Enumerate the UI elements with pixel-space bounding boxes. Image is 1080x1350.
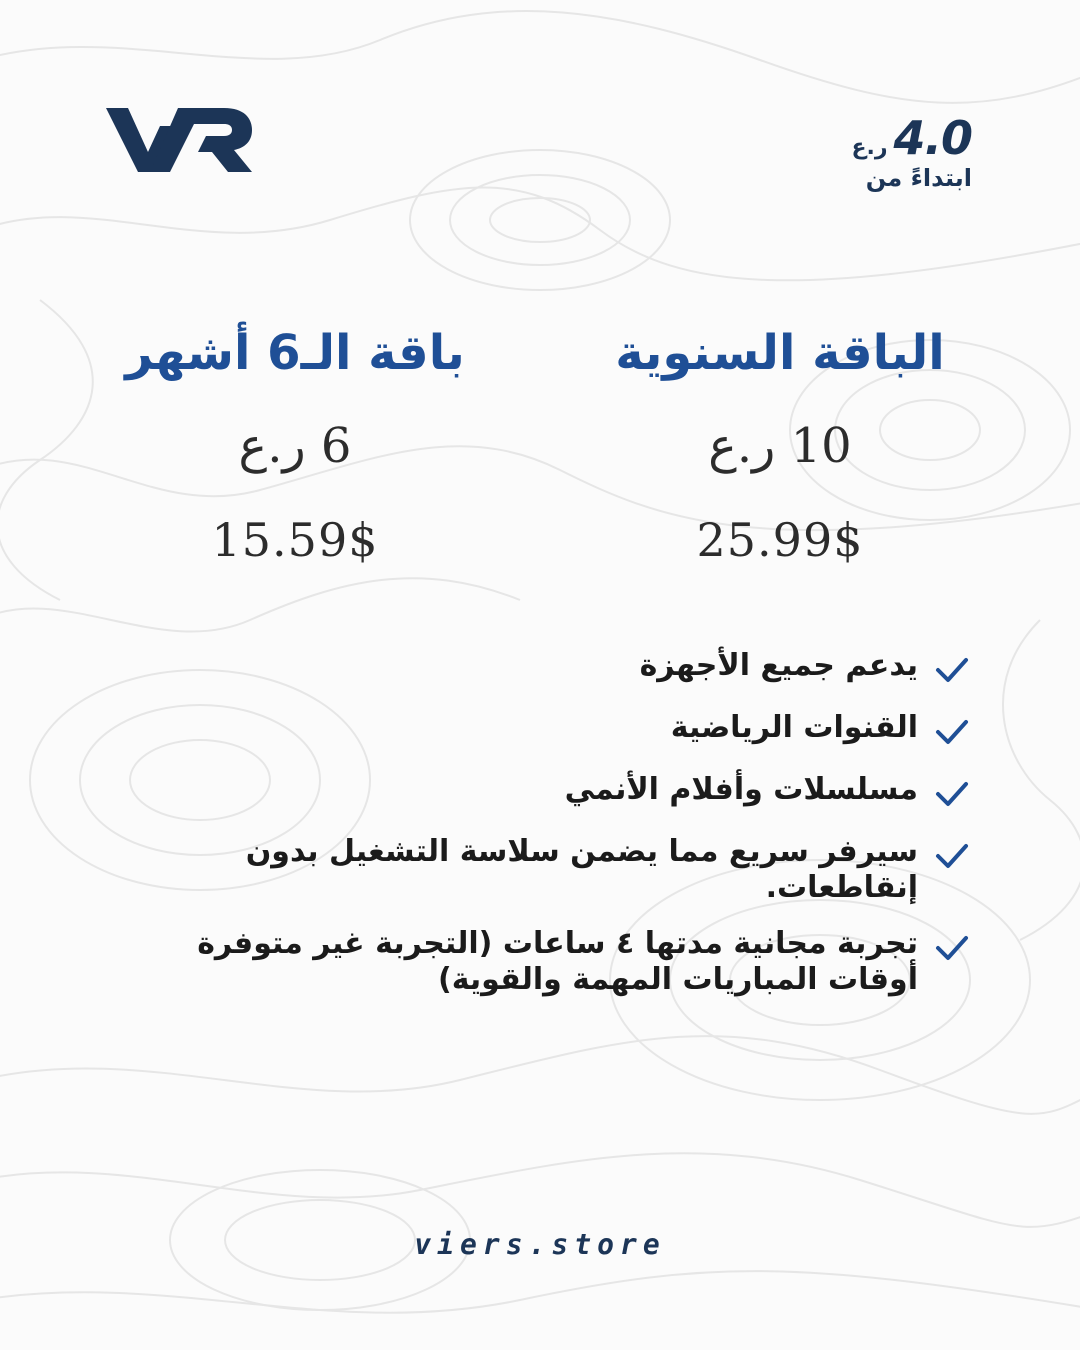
plan-price-omr: 10 ر.ع	[708, 418, 852, 474]
starting-price-block	[772, 112, 972, 192]
feature-item	[112, 710, 972, 752]
check-icon	[932, 650, 972, 690]
plan-title: باقة الـ6 أشهر	[125, 325, 465, 381]
check-icon	[932, 774, 972, 814]
feature-item	[112, 648, 972, 690]
check-icon	[932, 928, 972, 968]
features-list	[112, 648, 972, 1018]
plan-price-usd: 25.99$	[696, 513, 864, 567]
feature-text: يدعم جميع الأجهزة	[639, 648, 918, 683]
starting-price-label: ابتداءً من	[865, 164, 972, 192]
website-link[interactable]: viers.store	[414, 1228, 666, 1261]
feature-text: سيرفر سريع مما يضمن سلاسة التشغيل بدون إنقاطعات.	[245, 834, 918, 905]
starting-price-row	[772, 112, 972, 164]
starting-price-value: 4.0	[893, 111, 972, 165]
plan-six-months	[110, 318, 480, 570]
plan-title: الباقة السنوية	[615, 325, 945, 381]
plan-price-omr: 6 ر.ع	[238, 418, 352, 474]
check-icon	[932, 836, 972, 876]
check-icon	[932, 712, 972, 752]
feature-text: تجربة مجانية مدتها ٤ ساعات (التجربة غير متوفرة أوقات المباريات المهمة والقوية)	[197, 926, 918, 997]
feature-item	[112, 926, 972, 998]
vr-logo	[106, 106, 256, 174]
plan-yearly	[600, 318, 960, 570]
feature-item	[112, 834, 972, 906]
feature-item	[112, 772, 972, 814]
plan-price-usd: 15.59$	[211, 513, 379, 567]
feature-text: مسلسلات وأفلام الأنمي	[564, 772, 918, 807]
feature-text: القنوات الرياضية	[670, 710, 918, 745]
starting-price-currency: ر.ع	[851, 135, 888, 160]
